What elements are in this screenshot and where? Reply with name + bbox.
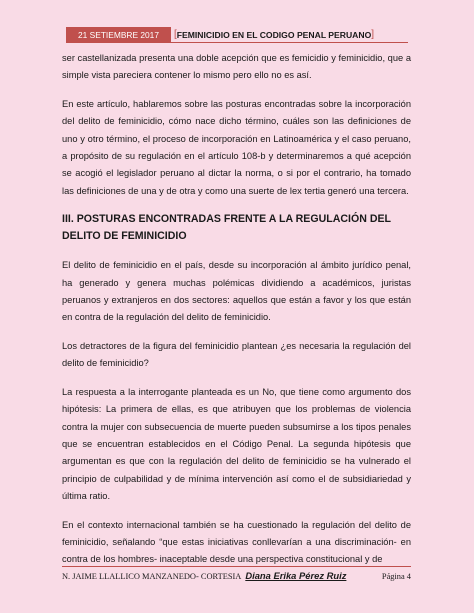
section-heading: III. POSTURAS ENCONTRADAS FRENTE A LA REGULACIÓN DEL DELITO DE FEMINICIDIO: [62, 213, 391, 243]
header-bracket-close: ]: [371, 29, 375, 40]
paragraph-3: El delito de feminicidio en el país, desde su incorporación al ámbito jurídico penal, ha generado y genera muchas polémicas dividiendo a académicos, juristas peruanos y extranjeros en dos sectores: aquellos que están a favor y los que están en contra de la regulación del delito de feminicidio.: [62, 260, 411, 323]
paragraph-2: En este artículo, hablaremos sobre las posturas encontradas sobre la incorporación del delito de feminicidio, cómo nace dicho término, cuáles son las definiciones de uno y otro término, el proceso de incorporación en Latinoamérica y el caso peruano, a propósito de su regulación en el artículo 108-b y determinaremos a qué acepción se acogió el legislador peruano al dictar la norma, o si por el contrario, ha tomado las definiciones de una y de otra y como una suerte de lex tertia generó una tercera.: [62, 98, 411, 196]
header-title-box: [171, 27, 408, 43]
page-number: Página 4: [381, 572, 411, 581]
page-header: [66, 27, 408, 43]
page-footer: [62, 566, 411, 584]
paragraph-5: La respuesta a la interrogante planteada es un No, que tiene como argumento dos hipótesis: La primera de ellas, es que atribuyen que los problemas de violencia contra la mujer con subsecuencia de muerte pueden subsumirse a los tipos penales que se encuentran establecidos en el Código Penal. La segunda hipótesis que argumentan es que con la regulación del delito de feminicidio se ha vulnerado el principio de culpabilidad y de mínima intervención así como el de subsidiariedad y última ratio.: [62, 386, 411, 502]
footer-credit: N. JAIME LLALLICO MANZANEDO- CORTESIA: [62, 572, 242, 581]
paragraph-1: ser castellanizada presenta una doble acepción que es femicidio y feminicidio, que a simple vista pareciera contener lo mismo pero ello no es así.: [62, 53, 411, 81]
header-bracket-open: [: [174, 29, 177, 40]
document-body: [62, 50, 411, 580]
footer-author: Diana Erika Pérez Ruiz: [245, 570, 347, 581]
paragraph-6: En el contexto internacional también se ha cuestionado la regulación del delito de feminicidio, señalando “que estas iniciativas conllevarían a una discriminación- en contra de los hombres- inaceptable desde una perspectiva constitucional y de: [62, 519, 411, 565]
header-date: 21 SETIEMBRE 2017: [66, 27, 171, 43]
paragraph-4: Los detractores de la figura del feminicidio plantean ¿es necesaria la regulación del delito de feminicidio?: [62, 340, 411, 369]
header-title: FEMINICIDIO EN EL CODIGO PENAL PERUANO: [176, 29, 372, 40]
